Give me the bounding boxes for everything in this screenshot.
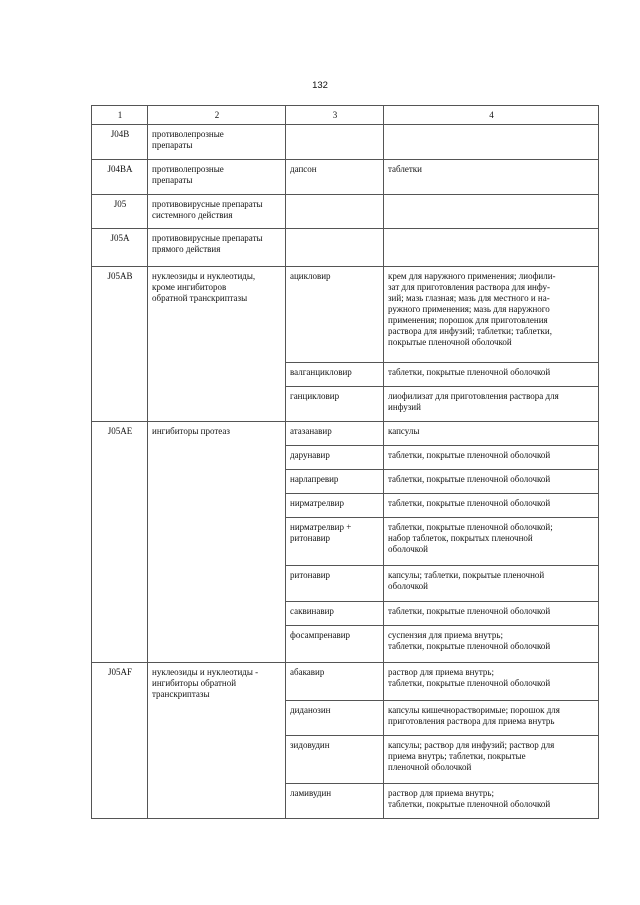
drug-name: саквинавир bbox=[286, 602, 384, 626]
atc-code: J05AE bbox=[92, 422, 148, 663]
dosage-form bbox=[384, 195, 599, 229]
dosage-form: таблетки, покрытые пленочной оболочкой bbox=[384, 602, 599, 626]
drug-table bbox=[91, 105, 599, 819]
header-col-1: 1 bbox=[92, 106, 148, 125]
drug-name: ацикловир bbox=[286, 267, 384, 363]
drug-name bbox=[286, 195, 384, 229]
dosage-form: крем для наружного применения; лиофили- зат для приготовления раствора для инфу- зий; мазь глазная; мазь для местного и на- ружного применения; мазь для наружного применения; порошок для приготовления раствора для инфузий; таблетки; таблетки, покрытые пленочной оболочкой bbox=[384, 267, 599, 363]
group-name: противолепрозные препараты bbox=[148, 125, 286, 160]
table-header-row bbox=[92, 106, 599, 125]
dosage-form: таблетки, покрытые пленочной оболочкой bbox=[384, 494, 599, 518]
table-row bbox=[92, 663, 599, 701]
drug-name: ритонавир bbox=[286, 566, 384, 602]
group-name: противовирусные препараты прямого действия bbox=[148, 229, 286, 267]
dosage-form: суспензия для приема внутрь; таблетки, покрытые пленочной оболочкой bbox=[384, 626, 599, 663]
drug-name bbox=[286, 229, 384, 267]
dosage-form: таблетки, покрытые пленочной оболочкой bbox=[384, 470, 599, 494]
atc-code: J05A bbox=[92, 229, 148, 267]
table-row bbox=[92, 125, 599, 160]
group-name: ингибиторы протеаз bbox=[148, 422, 286, 663]
drug-name: ганцикловир bbox=[286, 387, 384, 422]
header-col-2: 2 bbox=[148, 106, 286, 125]
dosage-form: лиофилизат для приготовления раствора для инфузий bbox=[384, 387, 599, 422]
table-row bbox=[92, 160, 599, 195]
dosage-form: капсулы; раствор для инфузий; раствор для приема внутрь; таблетки, покрытые пленочной оболочкой bbox=[384, 736, 599, 784]
page-number: 132 bbox=[312, 80, 328, 91]
drug-name: валганцикловир bbox=[286, 363, 384, 387]
table-row bbox=[92, 267, 599, 363]
drug-name: нарлапревир bbox=[286, 470, 384, 494]
atc-code: J05AB bbox=[92, 267, 148, 422]
table-row bbox=[92, 422, 599, 446]
dosage-form: таблетки bbox=[384, 160, 599, 195]
group-name: противолепрозные препараты bbox=[148, 160, 286, 195]
dosage-form: таблетки, покрытые пленочной оболочкой; набор таблеток, покрытых пленочной оболочкой bbox=[384, 518, 599, 566]
table-row bbox=[92, 195, 599, 229]
drug-name bbox=[286, 125, 384, 160]
dosage-form: таблетки, покрытые пленочной оболочкой bbox=[384, 363, 599, 387]
drug-name: нирматрелвир bbox=[286, 494, 384, 518]
drug-name: нирматрелвир + ритонавир bbox=[286, 518, 384, 566]
header-col-3: 3 bbox=[286, 106, 384, 125]
drug-name: диданозин bbox=[286, 701, 384, 736]
dosage-form bbox=[384, 229, 599, 267]
dosage-form: капсулы кишечнорастворимые; порошок для приготовления раствора для приема внутрь bbox=[384, 701, 599, 736]
atc-code: J04B bbox=[92, 125, 148, 160]
drug-name: дапсон bbox=[286, 160, 384, 195]
dosage-form: раствор для приема внутрь; таблетки, покрытые пленочной оболочкой bbox=[384, 663, 599, 701]
table-row bbox=[92, 229, 599, 267]
drug-name: дарунавир bbox=[286, 446, 384, 470]
atc-code: J04BA bbox=[92, 160, 148, 195]
group-name: противовирусные препараты системного действия bbox=[148, 195, 286, 229]
dosage-form: капсулы; таблетки, покрытые пленочной оболочкой bbox=[384, 566, 599, 602]
dosage-form: раствор для приема внутрь; таблетки, покрытые пленочной оболочкой bbox=[384, 784, 599, 819]
drug-name: фосампренавир bbox=[286, 626, 384, 663]
atc-code: J05AF bbox=[92, 663, 148, 819]
header-col-4: 4 bbox=[384, 106, 599, 125]
atc-code: J05 bbox=[92, 195, 148, 229]
dosage-form: таблетки, покрытые пленочной оболочкой bbox=[384, 446, 599, 470]
drug-name: абакавир bbox=[286, 663, 384, 701]
drug-name: зидовудин bbox=[286, 736, 384, 784]
group-name: нуклеозиды и нуклеотиды, кроме ингибиторов обратной транскриптазы bbox=[148, 267, 286, 422]
dosage-form bbox=[384, 125, 599, 160]
drug-name: атазанавир bbox=[286, 422, 384, 446]
drug-name: ламивудин bbox=[286, 784, 384, 819]
dosage-form: капсулы bbox=[384, 422, 599, 446]
group-name: нуклеозиды и нуклеотиды - ингибиторы обратной транскриптазы bbox=[148, 663, 286, 819]
